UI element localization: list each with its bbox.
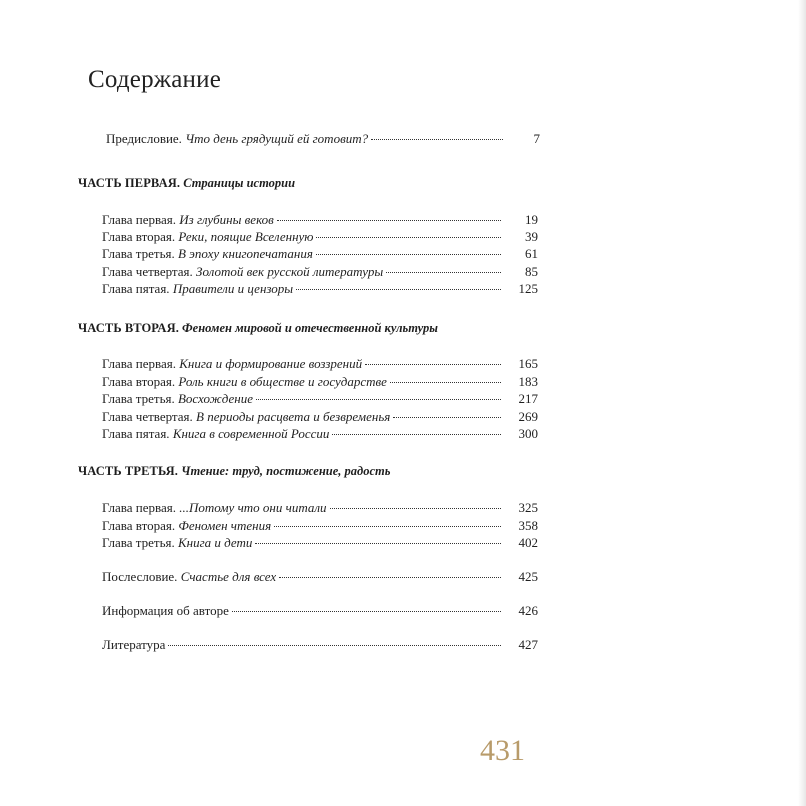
entry-label: Глава третья. — [102, 535, 175, 550]
toc-entry — [102, 281, 538, 297]
entry-subtitle: Что день грядущий ей готовит? — [185, 131, 369, 146]
toc-entry — [102, 229, 538, 245]
entry-label: Предисловие. — [106, 131, 182, 146]
entry-page: 165 — [518, 356, 538, 371]
toc-entry — [102, 374, 538, 390]
entry-page: 358 — [518, 518, 538, 533]
part-subtitle: Феномен мировой и отечественной культуры — [182, 321, 438, 335]
entry-label: Глава первая. — [102, 212, 176, 227]
entry-page: 325 — [518, 500, 538, 515]
toc-entry — [102, 500, 538, 516]
entry-subtitle: ...Потому что они читали — [179, 500, 327, 515]
toc-entry-literature — [102, 637, 538, 653]
toc-entry — [102, 264, 538, 280]
entry-label: Послесловие. — [102, 569, 178, 584]
dot-leader — [296, 289, 501, 290]
entry-subtitle: В периоды расцвета и безвременья — [196, 409, 391, 424]
dot-leader — [393, 417, 501, 418]
toc-title: Содержание — [88, 66, 221, 93]
dot-leader — [365, 364, 501, 365]
dot-leader — [371, 139, 503, 140]
entry-page: 19 — [525, 212, 538, 227]
dot-leader — [232, 611, 501, 612]
toc-entry-afterword — [102, 569, 538, 585]
dot-leader — [256, 399, 501, 400]
toc-entry — [102, 246, 538, 262]
entry-page: 427 — [518, 637, 538, 652]
entry-label: Глава третья. — [102, 246, 175, 261]
entry-page: 61 — [525, 246, 538, 261]
dot-leader — [390, 382, 501, 383]
dot-leader — [168, 645, 501, 646]
part-label: ЧАСТЬ ПЕРВАЯ. — [78, 176, 181, 190]
entry-label: Глава четвертая. — [102, 409, 193, 424]
dot-leader — [279, 577, 501, 578]
entry-page: 426 — [518, 603, 538, 618]
entry-subtitle: Книга в современной России — [172, 426, 330, 441]
entry-page: 269 — [518, 409, 538, 424]
dot-leader — [255, 543, 501, 544]
page-edge — [798, 0, 806, 806]
part-heading-3 — [78, 463, 390, 479]
entry-page: 183 — [518, 374, 538, 389]
dot-leader — [277, 220, 501, 221]
entry-label: Глава четвертая. — [102, 264, 193, 279]
entry-subtitle: Книга и формирование воззрений — [179, 356, 363, 371]
entry-label: Глава первая. — [102, 500, 176, 515]
entry-subtitle: Роль книги в обществе и государстве — [178, 374, 387, 389]
toc-entry — [102, 212, 538, 228]
entry-subtitle: Золотой век русской литературы — [196, 264, 384, 279]
entry-subtitle: Книга и дети — [177, 535, 253, 550]
part-subtitle: Чтение: труд, постижение, радость — [181, 464, 391, 478]
part-heading-1 — [78, 175, 295, 191]
entry-page: 425 — [518, 569, 538, 584]
entry-subtitle: Счастье для всех — [180, 569, 277, 584]
entry-subtitle: Феномен чтения — [178, 518, 272, 533]
entry-subtitle: Реки, поящие Вселенную — [178, 229, 314, 244]
dot-leader — [316, 254, 501, 255]
part-heading-2 — [78, 320, 438, 336]
dot-leader — [332, 434, 501, 435]
entry-label: Глава пятая. — [102, 426, 170, 441]
dot-leader — [316, 237, 501, 238]
entry-page: 125 — [518, 281, 538, 296]
dot-leader — [274, 526, 501, 527]
entry-label: Глава вторая. — [102, 229, 176, 244]
toc-entry — [102, 426, 538, 442]
entry-subtitle: Из глубины веков — [179, 212, 274, 227]
toc-entry — [102, 535, 538, 551]
dot-leader — [386, 272, 501, 273]
entry-label: Глава третья. — [102, 391, 175, 406]
toc-entry — [102, 409, 538, 425]
entry-page: 39 — [525, 229, 538, 244]
entry-label: Глава вторая. — [102, 374, 176, 389]
entry-label: Глава вторая. — [102, 518, 176, 533]
entry-label: Глава пятая. — [102, 281, 170, 296]
entry-subtitle: В эпоху книгопечатания — [177, 246, 313, 261]
entry-subtitle: Восхождение — [177, 391, 253, 406]
part-label: ЧАСТЬ ВТОРАЯ. — [78, 321, 179, 335]
entry-page: 7 — [533, 131, 540, 146]
part-subtitle: Страницы истории — [183, 176, 296, 190]
toc-entry — [102, 518, 538, 534]
entry-page: 300 — [518, 426, 538, 441]
entry-label: Литература — [102, 637, 166, 652]
toc-entry — [102, 356, 538, 372]
entry-page: 402 — [518, 535, 538, 550]
entry-page: 217 — [518, 391, 538, 406]
toc-entry — [102, 391, 538, 407]
entry-label: Информация об авторе — [102, 603, 229, 618]
page-number: 431 — [480, 734, 525, 767]
entry-label: Глава первая. — [102, 356, 176, 371]
entry-subtitle: Правители и цензоры — [172, 281, 294, 296]
dot-leader — [330, 508, 501, 509]
toc-entry-preface — [106, 131, 540, 147]
entry-page: 85 — [525, 264, 538, 279]
toc-entry-author-info — [102, 603, 538, 619]
part-label: ЧАСТЬ ТРЕТЬЯ. — [78, 464, 179, 478]
